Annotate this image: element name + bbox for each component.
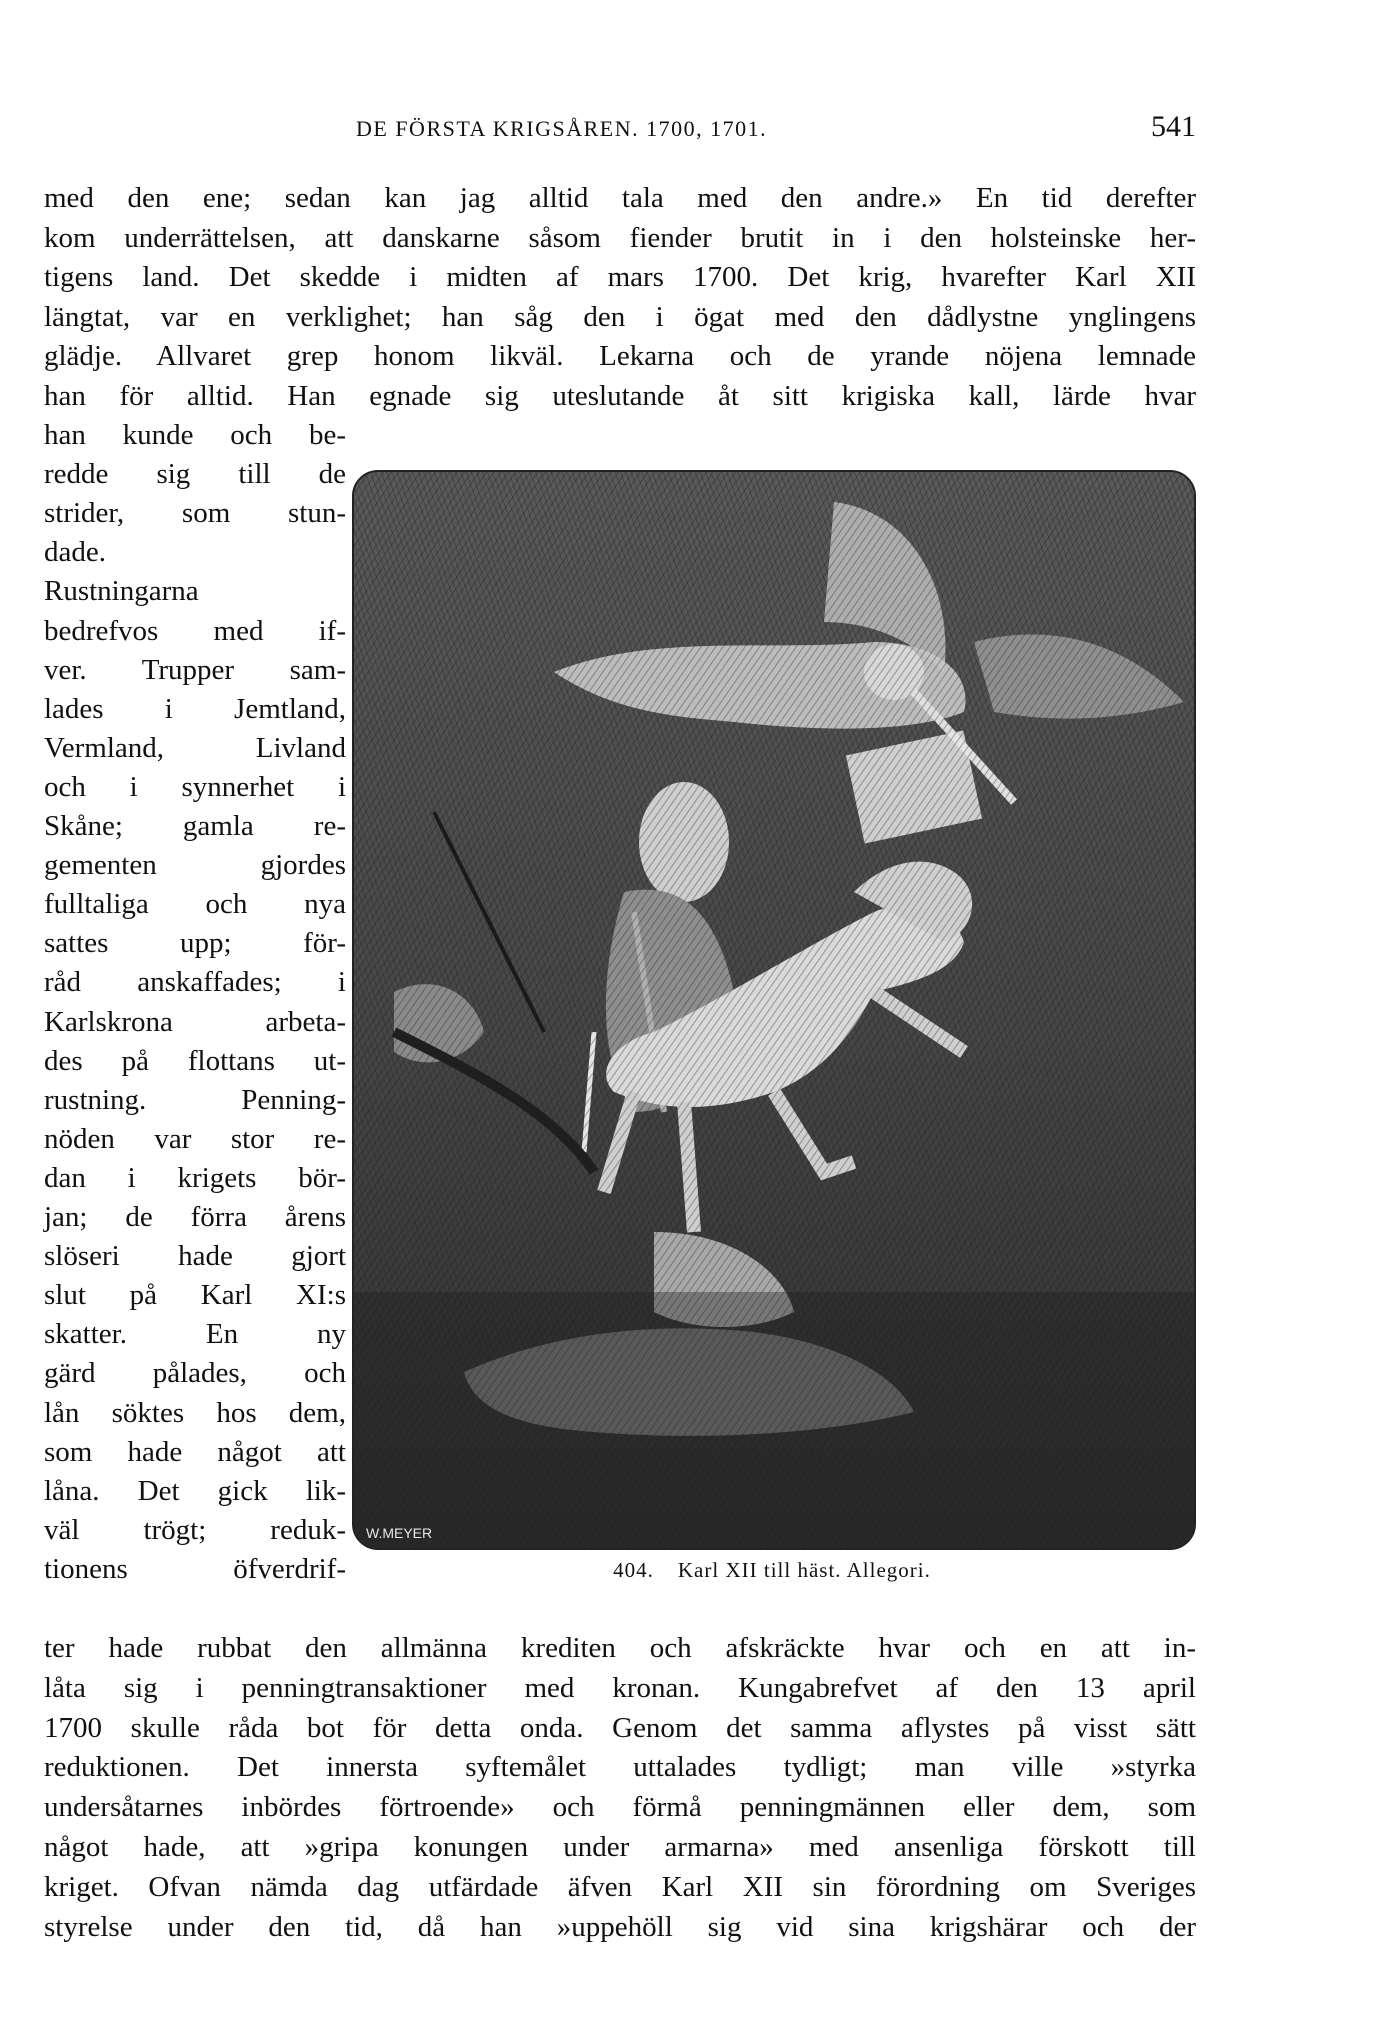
text-line: råd anskaffades; i [44, 966, 346, 999]
text-line: sattes upp; för- [44, 927, 346, 960]
text-line: gärd pålades, och [44, 1357, 346, 1390]
text-line: längtat, var en verklighet; han såg den i ögat med den dådlystne ynglingens [44, 300, 1196, 333]
text-line: fulltaliga och nya [44, 888, 346, 921]
text-line: låta sig i penningtransaktioner med kronan. Kungabrefvet af den 13 april [44, 1671, 1196, 1704]
text-line: tigens land. Det skedde i midten af mars 1700. Det krig, hvarefter Karl XII [44, 261, 1196, 293]
text-line: låna. Det gick lik- [44, 1474, 346, 1507]
text-line: lån söktes hos dem, [44, 1396, 346, 1429]
page-header [44, 110, 1196, 154]
text-line: styrelse under den tid, då han »uppehöll sig vid sina krigshärar och der [44, 1910, 1196, 1943]
engraving-illustration [352, 470, 1196, 1550]
text-line: lades i Jemtland, [44, 692, 346, 725]
figure-caption [352, 1558, 1192, 1583]
text-line: med den ene; sedan kan jag alltid tala med den andre.» En tid derefter [44, 182, 1196, 214]
text-line: ter hade rubbat den allmänna krediten och afskräckte hvar och en att in- [44, 1632, 1196, 1664]
text-line: som hade något att [44, 1435, 346, 1468]
text-line: kriget. Ofvan nämda dag utfärdade äfven Karl XII sin förordning om Sveriges [44, 1870, 1196, 1903]
text-line: kom underrättelsen, att danskarne såsom fiender brutit in i den holsteinske her- [44, 221, 1196, 254]
text-line: Skåne; gamla re- [44, 810, 346, 842]
text-line: han kunde och be- [44, 419, 346, 451]
text-line: skatter. En ny [44, 1318, 346, 1351]
text-line: och i synnerhet i [44, 770, 346, 803]
engraver-signature: W.MEYER [366, 1525, 433, 1541]
text-line: Karlskrona arbeta- [44, 1005, 346, 1038]
text-line: tionens öfverdrif- [44, 1552, 346, 1585]
text-line: slut på Karl XI:s [44, 1279, 346, 1312]
text-line: väl trögt; reduk- [44, 1513, 346, 1546]
text-line: han för alltid. Han egnade sig uteslutande åt sitt krigiska kall, lärde hvar [44, 379, 1196, 412]
text-line: redde sig till de [44, 458, 346, 491]
text-line: ver. Trupper sam- [44, 653, 346, 686]
text-line: Rustningarna [44, 575, 199, 608]
text-line: 1700 skulle råda bot för detta onda. Genom det samma aflystes på visst sätt [44, 1711, 1196, 1744]
text-line: nöden var stor re- [44, 1122, 346, 1155]
text-line: glädje. Allvaret grep honom likväl. Lekarna och de yrande nöjena lemnade [44, 340, 1196, 372]
figure-caption-text: Karl XII till häst. Allegori. [677, 1558, 931, 1582]
text-line: jan; de förra årens [44, 1201, 346, 1233]
text-line: strider, som stun- [44, 497, 346, 530]
page-number: 541 [1151, 110, 1196, 143]
text-line: gementen gjordes [44, 849, 346, 882]
text-line: undersåtarnes inbördes förtroende» och förmå penningmännen eller dem, som [44, 1791, 1196, 1824]
text-line: bedrefvos med if- [44, 614, 346, 647]
text-line: något hade, att »gripa konungen under armarna» med ansenliga förskott till [44, 1831, 1196, 1863]
text-line: Vermland, Livland [44, 731, 346, 764]
engraving-image [354, 472, 1194, 1548]
figure-number: 404. [613, 1558, 654, 1582]
text-line: reduktionen. Det innersta syftemålet uttalades tydligt; man ville »styrka [44, 1751, 1196, 1784]
text-line: dan i krigets bör- [44, 1161, 346, 1194]
text-line: rustning. Penning- [44, 1083, 346, 1116]
text-line: slöseri hade gjort [44, 1240, 346, 1273]
running-title: DE FÖRSTA KRIGSÅREN. 1700, 1701. [356, 116, 768, 141]
text-line: dade. [44, 536, 106, 569]
text-line: des på flottans ut- [44, 1044, 346, 1077]
